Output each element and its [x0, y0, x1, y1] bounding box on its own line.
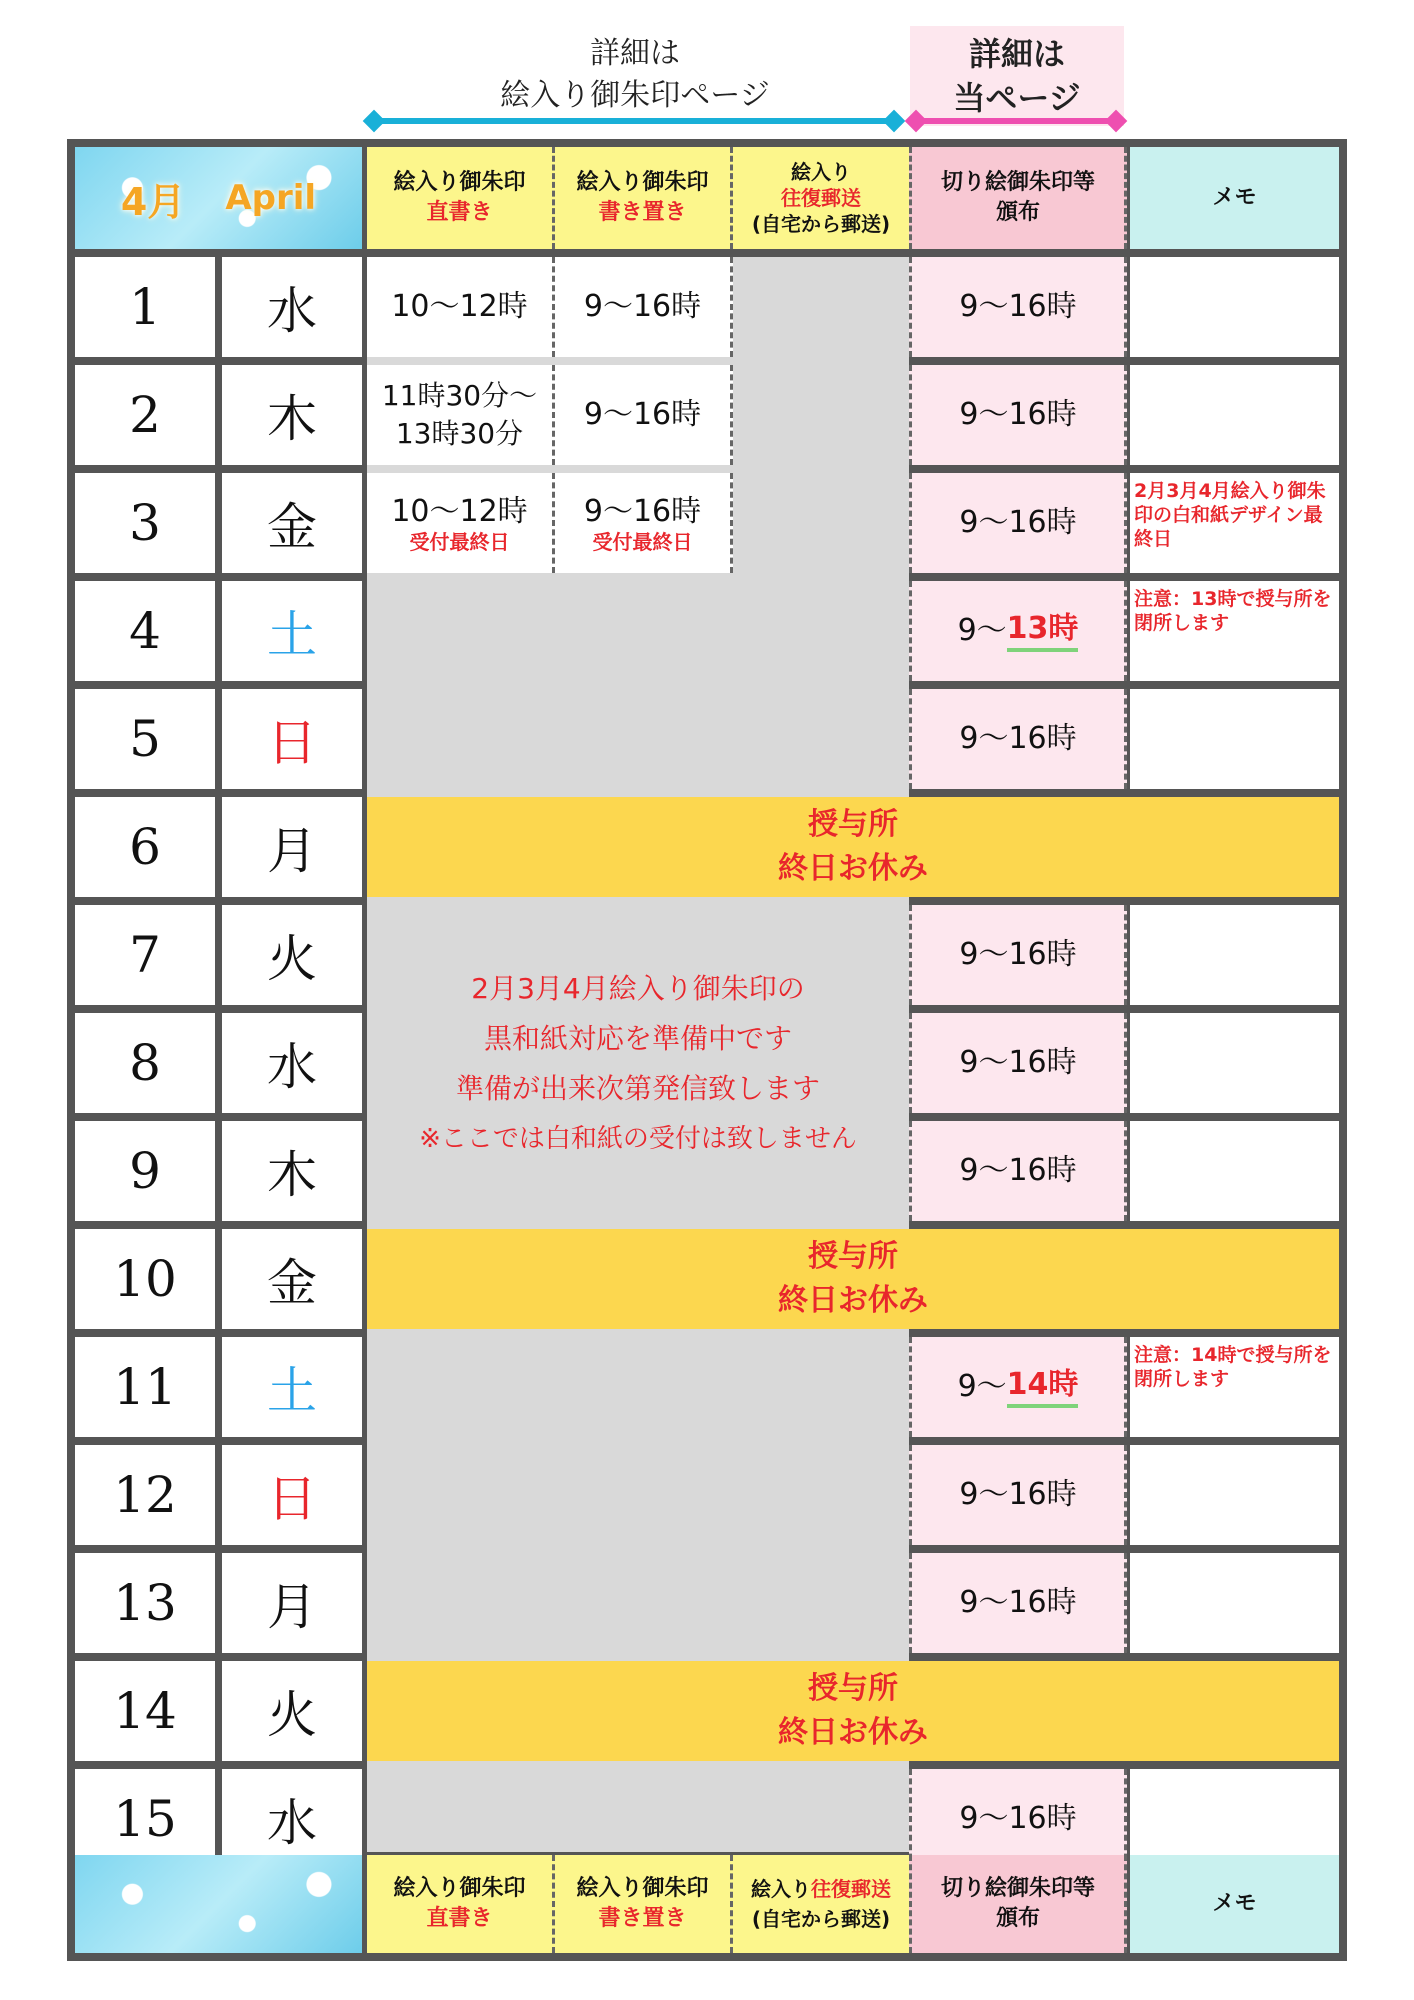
kirie-time: 9〜16時	[959, 505, 1077, 540]
kirie-cell	[909, 1121, 1127, 1221]
dow-cell	[222, 1445, 362, 1545]
header-col-memo-title: メモ	[1212, 185, 1257, 210]
day-number: 14	[113, 1682, 177, 1740]
dow-cell	[222, 905, 362, 1005]
day-of-week: 木	[267, 390, 317, 448]
day-cell	[75, 1553, 215, 1653]
day-of-week: 木	[267, 1146, 317, 1204]
direct-time-end: 13時30分	[395, 417, 524, 450]
footer-col-memo-title: メモ	[1212, 1891, 1257, 1916]
written-cell	[555, 473, 733, 573]
footer-col-mail-title: 絵入り	[751, 1877, 811, 1901]
kirie-time: 9〜16時	[959, 1153, 1077, 1188]
caption-right-line2: 当ページ	[953, 79, 1081, 117]
day-cell	[75, 1013, 215, 1113]
dow-cell	[222, 1769, 362, 1869]
memo-cell	[1130, 581, 1339, 681]
notice-box	[367, 929, 909, 1199]
kirie-time: 9〜16時	[959, 1045, 1077, 1080]
footer-col-kirie	[909, 1855, 1127, 1953]
written-cell	[555, 365, 733, 465]
header-col-direct-title: 絵入り御朱印	[393, 170, 526, 195]
day-number: 11	[113, 1358, 177, 1416]
written-time: 9〜16時	[583, 494, 702, 529]
closed-line2: 終日お休み	[778, 1283, 928, 1318]
dow-cell	[222, 797, 362, 897]
dow-cell	[222, 689, 362, 789]
dow-cell	[222, 473, 362, 573]
kirie-cell	[909, 581, 1127, 681]
written-last-day-note: 受付最終日	[592, 530, 693, 554]
footer-col-written-sub: 書き置き	[598, 1906, 687, 1931]
day-number: 12	[113, 1466, 177, 1524]
kirie-cell	[909, 365, 1127, 465]
kirie-time: 9〜16時	[959, 397, 1077, 432]
kirie-cell	[909, 473, 1127, 573]
kirie-time: 9〜16時	[959, 1801, 1077, 1836]
memo-cell	[1130, 1121, 1339, 1221]
closed-banner	[367, 1229, 1339, 1329]
month-header	[75, 147, 362, 249]
direct-time-start: 11時30分〜	[381, 379, 538, 412]
header-col-kirie-title: 切り絵御朱印等	[940, 170, 1095, 195]
header-col-written-sub: 書き置き	[598, 200, 687, 225]
footer-col-kirie-sub: 頒布	[995, 1906, 1040, 1931]
footer-col-written-title: 絵入り御朱印	[576, 1876, 709, 1901]
day-cell	[75, 1661, 215, 1761]
day-number: 9	[129, 1142, 161, 1200]
kirie-time: 9〜16時	[959, 289, 1077, 324]
dow-cell	[222, 1661, 362, 1761]
written-time: 9〜16時	[583, 397, 702, 432]
memo-cell	[1130, 473, 1339, 573]
day-cell	[75, 905, 215, 1005]
written-cell	[555, 257, 733, 357]
day-cell	[75, 1229, 215, 1329]
direct-last-day-note: 受付最終日	[409, 530, 510, 554]
closed-banner	[367, 1661, 1339, 1761]
caption-right-line1: 詳細は	[968, 35, 1065, 73]
direct-cell	[367, 365, 555, 465]
day-cell	[75, 581, 215, 681]
day-of-week: 月	[267, 1578, 317, 1636]
day-number: 7	[129, 926, 161, 984]
kirie-time-end: 13時	[1007, 610, 1079, 652]
notice-line: ※ここでは白和紙の受付は致しません	[419, 1124, 857, 1154]
day-number: 13	[113, 1574, 177, 1632]
memo-text: 2月3月4月絵入り御朱印の白和紙デザイン最終日	[1134, 480, 1326, 550]
header-col-kirie	[909, 147, 1127, 249]
header-col-kirie-sub: 頒布	[995, 200, 1040, 225]
header-col-direct	[367, 147, 555, 249]
day-of-week: 水	[267, 1038, 317, 1096]
kirie-cell	[909, 1769, 1127, 1869]
header-col-mail-title: 絵入り	[791, 160, 851, 184]
memo-text: 注意：14時で授与所を閉所します	[1134, 1344, 1332, 1390]
direct-cell	[367, 473, 555, 573]
caption-left-line1: 詳細は	[590, 36, 680, 71]
dow-cell	[222, 1121, 362, 1221]
written-time: 9〜16時	[583, 289, 702, 324]
day-cell	[75, 1121, 215, 1221]
direct-time: 10〜12時	[391, 289, 528, 324]
closed-line1: 授与所	[808, 807, 898, 842]
dow-cell	[222, 1013, 362, 1113]
closed-line2: 終日お休み	[778, 851, 928, 886]
day-cell	[75, 1337, 215, 1437]
footer-col-direct-sub: 直書き	[426, 1906, 493, 1931]
day-number: 2	[129, 386, 161, 444]
kirie-cell	[909, 1337, 1127, 1437]
footer-col-direct-title: 絵入り御朱印	[393, 1876, 526, 1901]
closed-banner	[367, 797, 1339, 897]
day-of-week: 日	[267, 1470, 317, 1528]
closed-line2: 終日お休み	[778, 1715, 928, 1750]
day-number: 10	[113, 1250, 177, 1308]
footer-col-mail-note: (自宅から郵送)	[751, 1907, 891, 1931]
day-number: 1	[129, 278, 161, 336]
direct-time: 10〜12時	[391, 494, 528, 529]
day-number: 8	[129, 1034, 161, 1092]
notice-line: 準備が出来次第発信致します	[455, 1072, 820, 1105]
day-number: 5	[129, 710, 161, 768]
day-of-week: 土	[267, 1362, 317, 1420]
calendar-frame	[67, 139, 1347, 1961]
kirie-cell	[909, 689, 1127, 789]
dow-cell	[222, 1229, 362, 1329]
kirie-cell	[909, 1445, 1127, 1545]
day-number: 3	[129, 494, 161, 552]
footer-decor	[75, 1855, 362, 1953]
kirie-cell	[909, 257, 1127, 357]
header-col-mail	[733, 147, 909, 249]
dow-cell	[222, 581, 362, 681]
footer-col-mail	[733, 1855, 909, 1953]
day-of-week: 土	[267, 606, 317, 664]
header-col-direct-sub: 直書き	[426, 200, 493, 225]
memo-cell	[1130, 1553, 1339, 1653]
notice-line: 2月3月4月絵入り御朱印の	[471, 972, 805, 1005]
kirie-time: 9〜16時	[959, 721, 1077, 756]
dow-cell	[222, 1337, 362, 1437]
day-of-week: 金	[267, 1254, 317, 1312]
day-of-week: 日	[267, 714, 317, 772]
header-col-memo	[1130, 147, 1339, 249]
kirie-time: 9〜16時	[959, 937, 1077, 972]
kirie-time: 9〜16時	[959, 1477, 1077, 1512]
day-of-week: 月	[267, 822, 317, 880]
kirie-time-end: 14時	[1007, 1366, 1079, 1408]
day-cell	[75, 473, 215, 573]
memo-cell	[1130, 257, 1339, 357]
dow-cell	[222, 257, 362, 357]
kirie-cell	[909, 905, 1127, 1005]
day-of-week: 水	[267, 282, 317, 340]
footer-col-written	[555, 1855, 733, 1953]
memo-cell	[1130, 1769, 1339, 1869]
memo-text: 注意：13時で授与所を閉所します	[1134, 588, 1332, 634]
day-cell	[75, 257, 215, 357]
month-label-en: April	[225, 178, 317, 218]
caption-left-line2: 絵入り御朱印ページ	[500, 78, 770, 113]
footer-col-kirie-title: 切り絵御朱印等	[940, 1876, 1095, 1901]
header-col-mail-note: (自宅から郵送)	[751, 212, 891, 236]
kirie-cell	[909, 1013, 1127, 1113]
day-number: 6	[129, 818, 161, 876]
day-cell	[75, 797, 215, 897]
header-col-written	[555, 147, 733, 249]
day-cell	[75, 365, 215, 465]
day-of-week: 火	[267, 930, 317, 988]
day-of-week: 火	[267, 1686, 317, 1744]
notice-line: 黒和紙対応を準備中です	[483, 1022, 792, 1055]
dow-cell	[222, 1553, 362, 1653]
closed-line1: 授与所	[808, 1671, 898, 1706]
day-cell	[75, 1445, 215, 1545]
footer-col-memo	[1130, 1855, 1339, 1953]
caption-right-bracket	[914, 118, 1114, 124]
memo-cell	[1130, 1013, 1339, 1113]
header-col-written-title: 絵入り御朱印	[576, 170, 709, 195]
caption-left-bracket	[372, 118, 894, 124]
day-cell	[75, 1769, 215, 1869]
closed-line1: 授与所	[808, 1239, 898, 1274]
memo-cell	[1130, 689, 1339, 789]
footer-col-mail-sub: 往復郵送	[811, 1877, 891, 1901]
memo-cell	[1130, 905, 1339, 1005]
kirie-cell	[909, 1553, 1127, 1653]
month-label: 4月	[120, 179, 186, 224]
caption-right	[910, 26, 1124, 126]
footer-col-direct	[367, 1855, 555, 1953]
day-number: 4	[129, 602, 161, 660]
direct-cell	[367, 257, 555, 357]
memo-cell	[1130, 365, 1339, 465]
dow-cell	[222, 365, 362, 465]
kirie-time: 9〜16時	[959, 1585, 1077, 1620]
memo-cell	[1130, 1445, 1339, 1545]
kirie-time-start: 9〜	[957, 1369, 1007, 1404]
day-cell	[75, 689, 215, 789]
header-col-mail-sub: 往復郵送	[781, 186, 861, 210]
day-of-week: 水	[267, 1794, 317, 1852]
day-number: 15	[113, 1790, 177, 1848]
day-of-week: 金	[267, 498, 317, 556]
caption-left	[370, 30, 900, 120]
memo-cell	[1130, 1337, 1339, 1437]
kirie-time-start: 9〜	[957, 613, 1007, 648]
